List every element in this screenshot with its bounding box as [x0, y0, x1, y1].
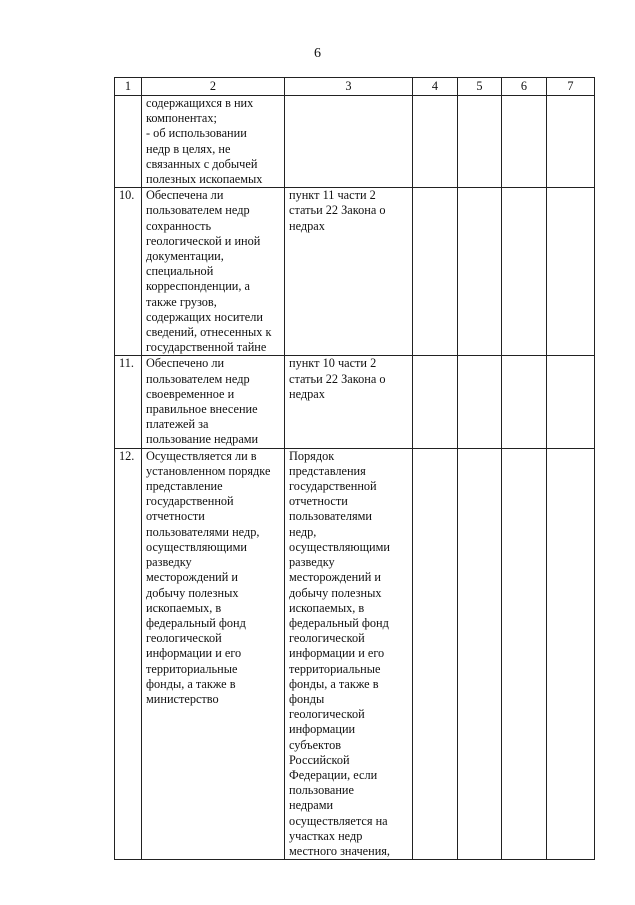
legal-basis-cell	[285, 96, 413, 188]
header-row	[115, 78, 595, 96]
empty-cell	[413, 356, 458, 448]
table-row	[115, 96, 595, 188]
row-number	[115, 96, 142, 188]
table-row	[115, 356, 595, 448]
empty-cell	[413, 96, 458, 188]
empty-cell	[502, 356, 547, 448]
legal-basis-cell: пункт 11 части 2 статьи 22 Закона о недрах	[285, 188, 413, 356]
page-number: 6	[314, 46, 321, 61]
empty-cell	[547, 96, 595, 188]
empty-cell	[502, 188, 547, 356]
col-header-7: 7	[547, 78, 595, 96]
table-row	[115, 188, 595, 356]
col-header-1: 1	[115, 78, 142, 96]
empty-cell	[547, 188, 595, 356]
empty-cell	[413, 188, 458, 356]
checklist-table	[114, 77, 595, 860]
empty-cell	[502, 96, 547, 188]
empty-cell	[547, 356, 595, 448]
empty-cell	[413, 448, 458, 859]
row-number: 11.	[115, 356, 142, 448]
col-header-3: 3	[285, 78, 413, 96]
question-cell: Осуществляется ли в установленном порядке представление государственной отчетности пользователями недр, осуществляющими разведку месторождений и добычу полезных ископаемых, в федеральный фонд геологической информации и его территориальные фонды, а также в министерство	[142, 448, 285, 859]
empty-cell	[458, 448, 502, 859]
empty-cell	[547, 448, 595, 859]
col-header-4: 4	[413, 78, 458, 96]
question-cell: Обеспечена ли пользователем недр сохранность геологической и иной документации, специальной корреспонденции, а также грузов, содержащих носители сведений, отнесенных к государственной тайне	[142, 188, 285, 356]
question-cell: Обеспечено ли пользователем недр своевременное и правильное внесение платежей за пользование недрами	[142, 356, 285, 448]
col-header-2: 2	[142, 78, 285, 96]
col-header-6: 6	[502, 78, 547, 96]
row-number: 10.	[115, 188, 142, 356]
table-row	[115, 448, 595, 859]
legal-basis-cell: Порядок представления государственной отчетности пользователями недр, осуществляющими разведку месторождений и добычу полезных ископаемых, в федеральный фонд геологической информации и его территориальные фонды, а также в фонды геологической информации субъектов Российской Федерации, если пользование недрами осуществляется на участках недр местного значения,	[285, 448, 413, 859]
empty-cell	[458, 188, 502, 356]
empty-cell	[458, 96, 502, 188]
row-number: 12.	[115, 448, 142, 859]
question-cell: содержащихся в них компонентах; - об использовании недр в целях, не связанных с добычей полезных ископаемых	[142, 96, 285, 188]
legal-basis-cell: пункт 10 части 2 статьи 22 Закона о недрах	[285, 356, 413, 448]
col-header-5: 5	[458, 78, 502, 96]
empty-cell	[502, 448, 547, 859]
empty-cell	[458, 356, 502, 448]
